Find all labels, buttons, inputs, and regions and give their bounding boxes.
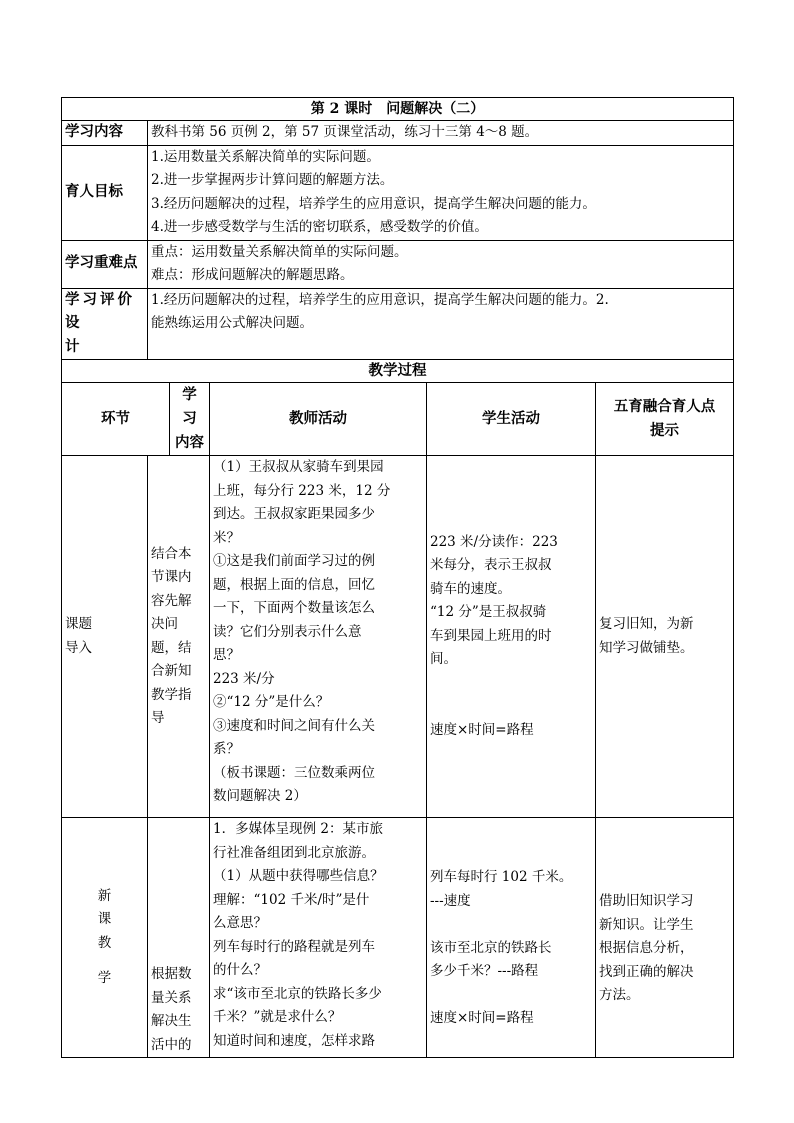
content-line: 教学指 [151,686,192,703]
goals-list [148,145,734,240]
student-line: 223 米/分读作：223 [430,533,558,550]
teacher-line: 223 米/分 [213,670,275,687]
spacer [430,672,592,696]
process-title: 教学过程 [62,360,734,383]
eval-label-line: 计 [65,338,80,355]
student-line: 米每分，表示王叔叔 [430,557,552,574]
content-line: 量关系 [151,989,192,1006]
teacher-line: ③速度和时间之间有什么关 [213,717,375,734]
content-line: 容先解 [151,592,192,609]
header-content [170,383,210,456]
goal-item: 3.经历问题解决的过程，培养学生的应用意识，提高学生解决问题的能力。 [151,195,596,212]
eval-line: 1.经历问题解决的过程，培养学生的应用意识，提高学生解决问题的能力。2. [151,291,609,308]
table-row [62,456,734,818]
header-teacher: 教师活动 [210,383,427,456]
keypoints-label: 学习重难点 [62,240,148,288]
content-line: 合新知 [151,663,192,679]
teacher-line: 行社准备组团到北京旅游。 [213,844,375,861]
content-cell [148,456,210,818]
lesson-plan-table [61,97,734,1058]
tips-line: 找到正确的解决 [599,963,694,980]
teacher-cell [210,456,427,818]
teacher-line: 题，根据上面的信息，回忆 [213,576,375,593]
teacher-line: 思？ [213,647,240,663]
student-line: “12 分”是王叔叔骑 [430,604,547,621]
student-cell [427,456,596,818]
eval-label-line: 学习评价设 [65,291,135,331]
teacher-line: 么意思？ [213,915,267,931]
student-line: 车到果园上班用的时 [430,627,552,644]
teacher-line: 千米？”就是求什么？ [213,1009,342,1025]
stage-text: 导入 [65,639,92,656]
teacher-line: 的什么？ [213,962,267,978]
teacher-line: （1）从题中获得哪些信息？ [213,868,384,884]
student-line: ---速度 [430,892,471,909]
content-line: 结合本 [151,545,192,562]
teacher-line: 系？ [213,741,240,757]
page-title: 第 2 课时 问题解决（二） [62,98,734,121]
teacher-line: （板书课题：三位数乘两位 [213,764,375,781]
tips-cell [596,456,734,818]
stage-text: 新 [97,887,112,904]
keypoints-list [148,240,734,288]
student-line: 速度×时间=路程 [430,1010,534,1026]
teacher-line: 理解：“102 千米/时”是什 [213,891,370,908]
content-line: 导 [151,710,165,726]
lesson-plan [61,97,733,1058]
student-line: 该市至北京的铁路长 [430,939,552,956]
tips-line: 复习旧知，为新 [599,616,694,632]
header-student: 学生活动 [427,383,596,456]
content-line: 根据数 [151,966,192,982]
spacer [65,955,144,967]
student-line: 间。 [430,651,457,668]
goal-item: 4.进一步感受数学与生活的密切联系，感受数学的价值。 [151,219,488,235]
teacher-line: （1）王叔叔从家骑车到果园 [213,459,384,475]
student-line: 多少千米？---路程 [430,963,539,979]
content-line: 节课内 [151,569,192,585]
header-tips-line: 提示 [650,423,680,439]
tips-line: 借助旧知识学习 [599,893,694,909]
keypoint-item: 重点：运用数量关系解决简单的实际问题。 [151,243,408,260]
spacer [430,984,592,1008]
content-line: 题，结 [151,639,192,656]
goal-item: 1.运用数量关系解决简单的实际问题。 [151,148,380,165]
eval-text [148,288,734,360]
teacher-line: 米？ [213,529,240,546]
teacher-line: ②“12 分”是什么？ [213,694,330,710]
tips-line: 知学习做铺垫。 [599,639,694,656]
teacher-line: 到达。王叔叔家距果园多少 [213,506,375,522]
spacer [430,695,592,719]
content-cell [148,818,210,1058]
teacher-line: 数问题解决 2） [213,788,307,804]
teacher-line: 求“该市至北京的铁路长多少 [213,985,382,1002]
header-content-line: 学 习 [182,387,212,427]
teacher-line: 读？它们分别表示什么意 [213,623,362,640]
teacher-line: ①这是我们前面学习过的例 [213,553,375,569]
teacher-line: 上班，每分行 223 米，12 分 [213,482,391,499]
tips-cell [596,818,734,1058]
eval-line: 能熟练运用公式解决问题。 [151,315,313,331]
content-line: 活中的 [151,1036,192,1053]
content-text: 教科书第 56 页例 2，第 57 页课堂活动，练习十三第 4～8 题。 [148,121,734,146]
content-label: 学习内容 [62,121,148,146]
stage-text: 教 [97,934,112,951]
header-stage: 环节 [62,383,170,456]
stage-text: 学 [97,970,112,986]
spacer [430,913,592,937]
teacher-cell [210,818,427,1058]
student-line: 骑车的速度。 [430,580,511,597]
stage-text: 课 [97,911,112,927]
content-line: 决问 [151,616,178,632]
stage-text: 课题 [65,616,92,632]
tips-line: 新知识。让学生 [599,916,694,933]
stage-cell [62,456,148,818]
teacher-line: 列车每时行的路程就是列车 [213,938,375,955]
teacher-line: 一下，下面两个数量该怎么 [213,600,375,616]
student-line: 列车每时行 102 千米。 [430,869,573,885]
teacher-line: 知道时间和速度，怎样求路 [213,1032,375,1049]
tips-line: 根据信息分析， [599,940,694,956]
goals-label: 育人目标 [62,145,148,240]
keypoint-item: 难点：形成问题解决的解题思路。 [151,267,354,283]
content-line: 解决生 [151,1013,192,1029]
stage-cell [62,818,148,1058]
goal-item: 2.进一步掌握两步计算问题的解题方法。 [151,172,394,188]
header-tips-line: 五育融合育人点 [613,399,716,415]
table-row [62,818,734,1058]
eval-label [62,288,148,360]
tips-line: 方法。 [599,987,640,1003]
student-line: 速度×时间=路程 [430,721,534,738]
teacher-line: 1．多媒体呈现例 2：某市旅 [213,821,383,837]
student-cell [427,818,596,1058]
header-tips [596,383,734,456]
header-content-line: 内容 [175,435,204,451]
